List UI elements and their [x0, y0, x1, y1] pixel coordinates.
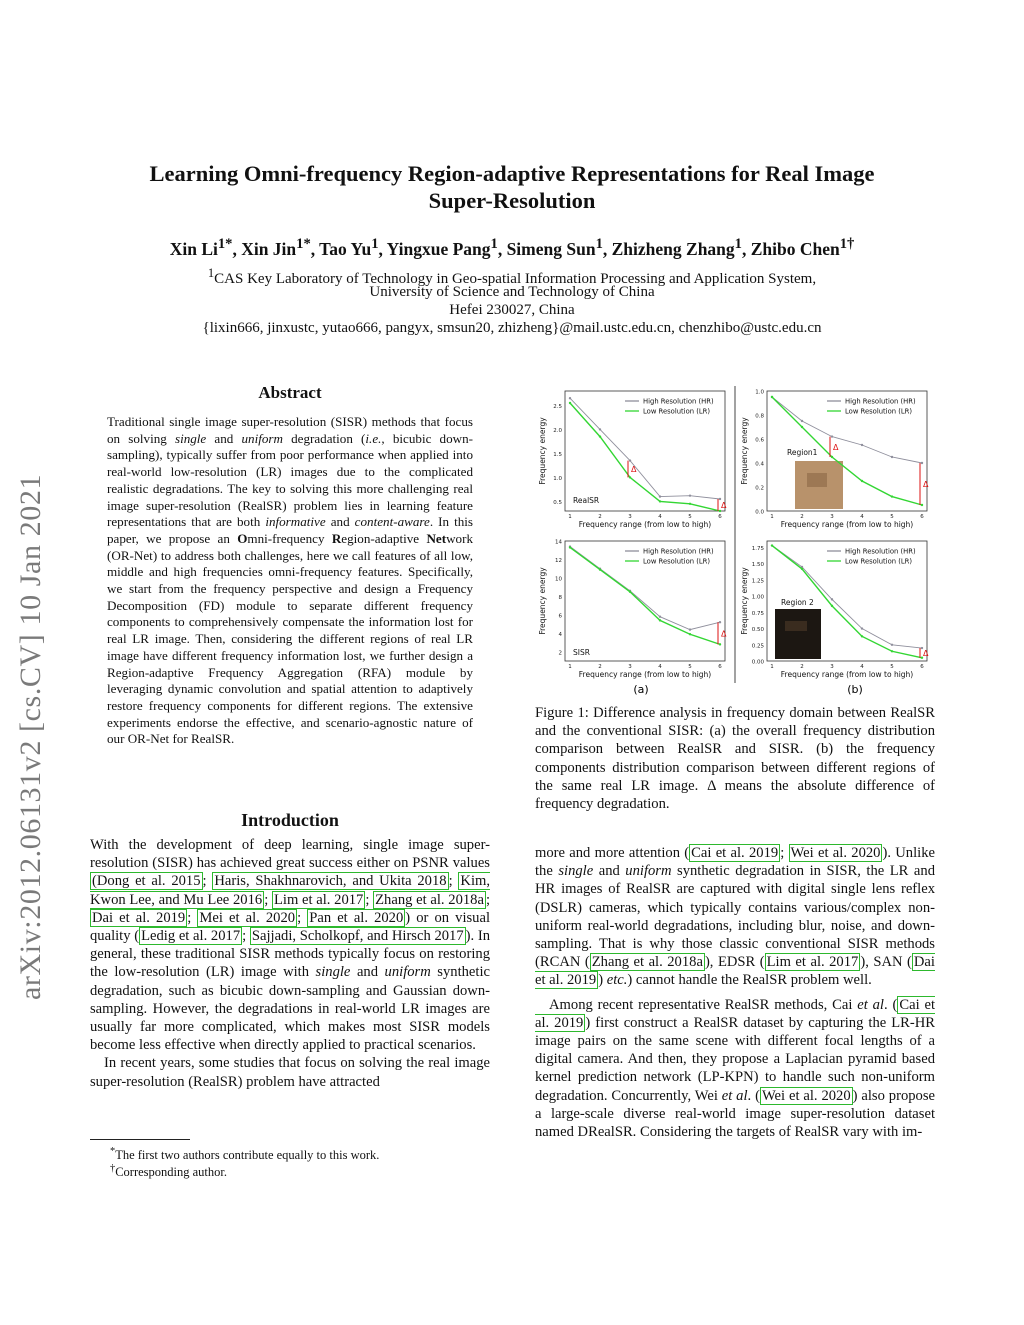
footnote-1: *The first two authors contribute equally to this work. — [110, 1146, 380, 1163]
data-point — [629, 459, 631, 461]
data-point — [861, 444, 863, 446]
data-point — [831, 435, 833, 437]
paper-title — [90, 160, 934, 214]
x-tick-label: 1 — [568, 664, 572, 670]
x-axis-label: Frequency range (from low to high) — [578, 670, 712, 679]
y-tick-label: 8 — [558, 594, 562, 601]
data-point — [801, 568, 803, 570]
y-tick-label: 0.75 — [751, 610, 764, 617]
data-point — [831, 605, 833, 607]
intro-paragraph-2: In recent years, some studies that focus on solving the real image super-resolution (RealSR) problem have attracted — [90, 1055, 490, 1090]
intro-right-column — [535, 844, 935, 1141]
intro-paragraph-1: With the development of deep learning, single image super-resolution (SISR) has achieved great success either on PSNR values (Dong et al. 2015 ; Haris, Shakhnarovich, and Ukita 2018 ; Kim, Kwon Lee, and Mu Lee 2016 ; Lim et al. 2017 ; Zhang et al. 2018a ; Dai et al. 2019 ; Mei et al. 2020 ; Pan et al. 2020 ) or on visual quality ( Ledig et al. 2017 ; Sajjadi, Scholkopf, and Hirsch 2017 ). In general, these traditional SISR methods typically focus on restoring the low-resolution (LR) image with single and uniform synthetic degradation, such as bicubic down-sampling and Gaussian down-sampling. However, the degradations in real-world LR images are usually far more complicated, which makes most SISR models become less effective when directly applied to practical scenarios. — [90, 837, 491, 1054]
data-point — [689, 628, 691, 630]
panel-label-a: (a) — [633, 683, 649, 696]
x-tick-label: 6 — [920, 514, 924, 520]
x-tick-label: 6 — [718, 514, 722, 520]
citation[interactable]: Cai et al. 2019 — [535, 996, 935, 1031]
right-paragraph-1: more and more attention ( Cai et al. 2019 ; Wei et al. 2020 ). Unlike the single and uniform synthetic degradation in SISR, the LR and HR images of RealSR are captured with digital single lens reflex (DSLR) cameras, which typically contains various/complex non-uniform real-world degradations, including blur, noise, and down-sampling. That is why those classic conventional SISR methods (RCAN ( Zhang et al. 2018a ), EDSR ( Lim et al. 2017 ), SAN ( Dai et al. 2019 ) etc.) cannot handle the RealSR problem well. — [535, 845, 935, 989]
y-tick-label: 0.00 — [751, 659, 764, 666]
author-name: Zhizheng Zhang — [611, 238, 735, 259]
data-point — [861, 627, 863, 629]
legend-label: High Resolution (HR) — [845, 397, 916, 406]
y-tick-label: 1.5 — [553, 451, 562, 458]
x-tick-label: 3 — [830, 514, 834, 520]
data-point — [921, 462, 923, 464]
data-point — [891, 644, 893, 646]
y-tick-label: 0.6 — [755, 437, 764, 444]
citation[interactable]: Haris, Shakhnarovich, and Ukita 2018 — [214, 873, 447, 890]
panel-title: RealSR — [573, 496, 600, 505]
citation[interactable]: Cai et al. 2019 — [691, 845, 779, 861]
chart-region1 — [740, 390, 929, 530]
data-point — [891, 495, 893, 497]
author-name: Xin Li — [169, 238, 218, 259]
delta-label: Δ — [631, 465, 637, 474]
x-tick-label: 1 — [770, 664, 774, 670]
legend-label: Low Resolution (LR) — [845, 407, 913, 416]
data-point — [719, 643, 721, 645]
y-axis-label: Frequency energy — [740, 567, 749, 635]
x-axis-label: Frequency range (from low to high) — [780, 670, 914, 679]
y-tick-label: 1.0 — [553, 475, 562, 482]
citation[interactable]: Wei et al. 2020 — [790, 845, 881, 861]
x-tick-label: 3 — [628, 664, 632, 670]
data-point — [719, 498, 721, 500]
chart-sisr — [538, 540, 727, 680]
citation[interactable]: Dai et al. 2019 — [535, 954, 935, 989]
data-point — [771, 396, 773, 398]
x-axis-label: Frequency range (from low to high) — [780, 520, 914, 529]
author-name: Zhibo Chen — [750, 238, 840, 259]
y-axis-label: Frequency energy — [538, 567, 547, 635]
y-tick-label: 1.25 — [751, 578, 764, 585]
affiliation-line-1: $^1$CAS Key Laboratory of Technology in Geo-spatial Information Processing and Application System, — [207, 266, 817, 287]
x-axis-label: Frequency range (from low to high) — [578, 520, 712, 529]
data-point — [659, 500, 661, 502]
author-emails: {lixin666, jinxustc, yutao666, pangyx, smsun20, zhizheng}@mail.ustc.edu.cn, chenzhibo@ustc.edu.cn — [202, 320, 822, 336]
data-point — [719, 621, 721, 623]
data-point — [689, 503, 691, 505]
x-tick-label: 5 — [890, 514, 894, 520]
author-name: Simeng Sun — [506, 238, 596, 259]
intro-left-column — [90, 836, 490, 1091]
y-axis-label: Frequency energy — [538, 417, 547, 485]
legend-label: Low Resolution (LR) — [643, 557, 711, 566]
region1-patch-detail — [807, 473, 827, 487]
title-line-1: Learning Omni-frequency Region-adaptive Representations for Real Image — [149, 161, 875, 186]
footnote-rule — [90, 1139, 190, 1140]
delta-label: Δ — [923, 648, 929, 658]
x-tick-label: 3 — [830, 664, 834, 670]
citation[interactable]: Lim et al. 2017 — [766, 954, 859, 971]
x-tick-label: 2 — [598, 514, 602, 520]
y-tick-label: 0.4 — [755, 461, 764, 468]
x-tick-label: 4 — [658, 664, 662, 670]
delta-label: Δ — [721, 629, 727, 639]
citation[interactable]: (Dong et al. 2015 — [92, 873, 201, 890]
y-tick-label: 2.0 — [553, 427, 562, 434]
y-tick-label: 0.50 — [751, 627, 764, 634]
region2-patch-image — [775, 609, 821, 659]
affiliation-line-2: University of Science and Technology of China — [369, 284, 655, 300]
data-point — [629, 476, 631, 478]
citation[interactable]: Zhang et al. 2018a — [591, 954, 703, 971]
chart-region2 — [740, 541, 929, 679]
data-point — [861, 480, 863, 482]
x-tick-label: 3 — [628, 514, 632, 520]
x-tick-label: 1 — [770, 514, 774, 520]
citation[interactable]: Kim, Kwon Lee, and Mu Lee 2016 — [90, 873, 490, 908]
data-point — [569, 402, 571, 404]
y-tick-label: 1.00 — [751, 594, 764, 601]
author-name: Xin Jin — [241, 238, 297, 259]
citation[interactable]: Dai et al. 2019 — [92, 909, 186, 926]
citation[interactable]: Sajjadi, Scholkopf, and Hirsch 2017 — [251, 928, 464, 945]
x-tick-label: 4 — [658, 514, 662, 520]
data-point — [801, 420, 803, 422]
data-point — [891, 456, 893, 458]
data-point — [891, 650, 893, 652]
x-tick-label: 5 — [688, 664, 692, 670]
figure-1 — [535, 383, 935, 698]
x-tick-label: 2 — [800, 664, 804, 670]
data-point — [569, 397, 571, 399]
y-tick-label: 0.2 — [755, 485, 764, 492]
author-name: Yingxue Pang — [386, 238, 491, 259]
delta-label: Δ — [721, 501, 727, 510]
y-tick-label: 0.5 — [553, 499, 562, 506]
data-point — [689, 494, 691, 496]
delta-label: Δ — [923, 480, 929, 489]
affiliation-line-3: Hefei 230027, China — [449, 302, 575, 318]
panel-title: Region1 — [787, 448, 818, 457]
citation[interactable]: Lim et al. 2017 — [273, 891, 364, 908]
x-tick-label: 4 — [860, 664, 864, 670]
delta-label: Δ — [833, 442, 839, 452]
panel-title: Region 2 — [781, 598, 814, 607]
author-name: Tao Yu — [319, 238, 372, 259]
legend-label: Low Resolution (LR) — [845, 557, 913, 566]
citation[interactable]: Zhang et al. 2018a — [375, 891, 484, 908]
title-line-2: Super-Resolution — [428, 188, 596, 213]
y-tick-label: 1.50 — [751, 562, 764, 569]
citation[interactable]: Wei et al. 2020 — [761, 1087, 851, 1104]
data-point — [599, 428, 601, 430]
x-tick-label: 6 — [718, 664, 722, 670]
footnote-2: †Corresponding author. — [110, 1163, 227, 1180]
data-point — [801, 426, 803, 428]
y-tick-label: 2 — [558, 650, 562, 657]
abstract-heading: Abstract — [258, 383, 322, 402]
citation[interactable]: Mei et al. 2020 — [199, 909, 296, 926]
chart-realsr — [538, 391, 727, 529]
region2-patch-detail — [785, 621, 807, 631]
y-tick-label: 10 — [555, 576, 562, 583]
data-point — [659, 495, 661, 497]
introduction-heading: Introduction — [241, 810, 339, 830]
data-point — [599, 435, 601, 437]
data-point — [831, 598, 833, 600]
data-point — [629, 591, 631, 593]
y-axis-label: Frequency energy — [740, 417, 749, 485]
x-tick-label: 4 — [860, 514, 864, 520]
data-point — [659, 615, 661, 617]
data-point — [689, 633, 691, 635]
x-tick-label: 5 — [890, 664, 894, 670]
data-point — [569, 546, 571, 548]
y-tick-label: 2.5 — [553, 403, 562, 410]
data-point — [719, 510, 721, 512]
x-tick-label: 2 — [800, 514, 804, 520]
right-paragraph-2: Among recent representative RealSR methods, Cai et al. ( Cai et al. 2019 ) first construct a RealSR dataset by capturing the LR-HR image pairs on the same scene with different focal lengths of a digital camera. And then, they propose a Laplacian pyramid based kernel prediction network (LP-KPN) to handle such non-uniform degradation. Concurrently, Wei et al. ( Wei et al. 2020 ) also propose a large-scale diverse real-world image super-resolution dataset named DRealSR. Considering the targets of RealSR vary with im- — [535, 996, 935, 1141]
y-tick-label: 4 — [558, 631, 562, 638]
author-list: Xin $Li^{1*}$, Xin Jin$^{1*}$, Tao Yu$^1$, Yingxue Pang$^1$, Simeng Sun$^1$, Zhizheng Zhang$^1$, Zhibo Chen$^{1\dagger}$ — [169, 236, 855, 259]
data-point — [659, 619, 661, 621]
data-point — [831, 456, 833, 458]
data-point — [921, 504, 923, 506]
panel-title: SISR — [573, 648, 590, 657]
x-tick-label: 1 — [568, 514, 572, 520]
x-tick-label: 6 — [920, 664, 924, 670]
y-tick-label: 12 — [555, 557, 562, 564]
arxiv-side-label: arXiv:2012.06131v2 [cs.CV] 10 Jan 2021 — [14, 473, 47, 1000]
figure-caption: Figure 1: Difference analysis in frequency domain between RealSR and the conventional SISR: (a) the overall frequency distribution comparison between RealSR and SISR. (b) the frequency components distribution comparison between different regions of the same real LR image. Δ means the absolute difference of frequency degradation. — [535, 705, 935, 813]
x-tick-label: 5 — [688, 514, 692, 520]
citation[interactable]: Pan et al. 2020 — [309, 909, 404, 926]
y-tick-label: 0.0 — [755, 509, 764, 516]
legend-label: High Resolution (HR) — [643, 547, 714, 556]
legend-label: High Resolution (HR) — [643, 397, 714, 406]
y-tick-label: 1.0 — [755, 389, 764, 396]
data-point — [771, 544, 773, 546]
y-tick-label: 6 — [558, 613, 562, 620]
y-tick-label: 1.75 — [751, 545, 764, 552]
citation[interactable]: Ledig et al. 2017 — [141, 928, 241, 945]
y-tick-label: 0.25 — [751, 643, 764, 650]
legend-label: Low Resolution (LR) — [643, 407, 711, 416]
y-tick-label: 14 — [555, 539, 562, 546]
x-tick-label: 2 — [598, 664, 602, 670]
y-tick-label: 0.8 — [755, 413, 764, 420]
data-point — [599, 568, 601, 570]
legend-label: High Resolution (HR) — [845, 547, 916, 556]
abstract-body: Traditional single image super-resolution (SISR) methods that focus on solving single and uniform degradation (i.e., bicubic down-sampling), typically suffer from poor performance when applied into real-world low-resolution (LR) images due to the complicated realistic degradations. The key to solving this more challenging real image super-resolution (RealSR) problem lies in learning feature representations that are both informative and content-aware. In this paper, we propose an Omni-frequency Region-adaptive Network (OR-Net) to address both challenges, here we call features of all low, middle and high frequencies omni-frequency features. Specifically, we start from the frequency perspective and design a Frequency Decomposition (FD) module to separate different frequency components to comprehensively compensate the information lost for real LR image. Then, considering the different regions of real LR image have different frequency information lost, we further design a Region-adaptive Frequency Aggregation (RFA) module by leveraging dynamic convolution and spatial attention to adaptively restore frequency components for different regions. The extensive experiments endorse the effective, and scenario-agnostic nature of our OR-Net for RealSR. — [107, 414, 474, 747]
data-point — [861, 635, 863, 637]
panel-label-b: (b) — [847, 683, 863, 696]
